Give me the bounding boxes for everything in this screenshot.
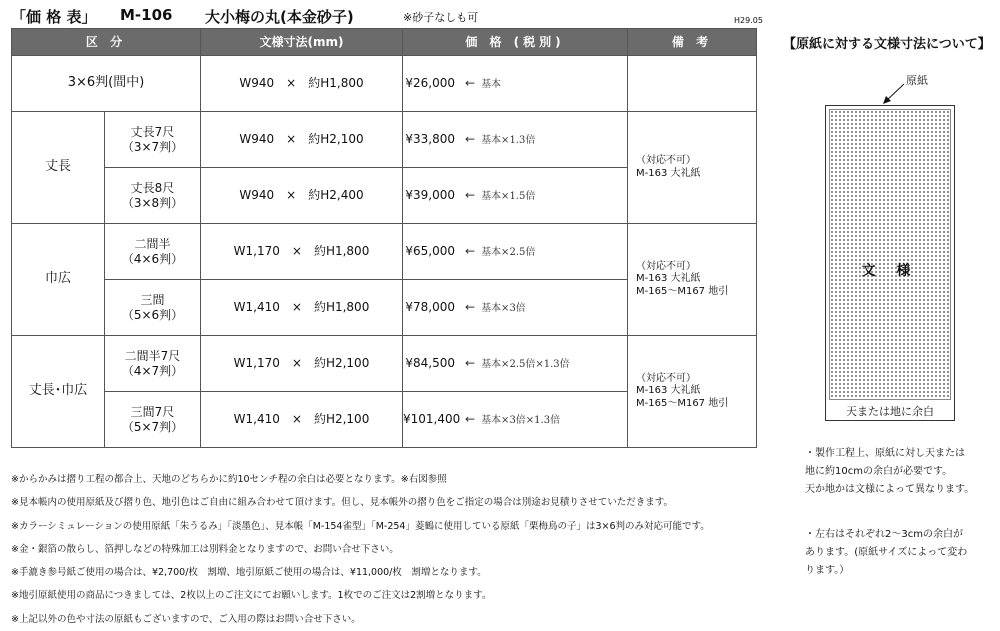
size-cell: W1,410 × 約H1,800 <box>201 280 403 336</box>
multiplier: 基本×1.3倍 <box>481 134 536 146</box>
price-value: ¥33,800 <box>405 131 455 146</box>
note-line: 天か地かは文様によって異なります。 <box>805 484 975 495</box>
product-name: 大小梅の丸(本金砂子) <box>205 8 354 26</box>
table-row <box>12 336 757 392</box>
subcategory-cell: 三間 （5×6判） <box>105 280 201 336</box>
diagram-note-2 <box>805 526 967 580</box>
remark-cell: （対応不可） M-163 大礼紙 <box>628 112 757 224</box>
table-header-row <box>12 29 757 56</box>
arrow-left-icon: ← <box>465 187 476 202</box>
footnote: ※地引原紙使用の商品につきましては、2枚以上のご注文にてお願いします。1枚でのご注文は2割増となります。 <box>11 590 492 602</box>
col-header-category: 区 分 <box>12 29 201 56</box>
subcategory-cell: 丈長7尺 （3×7判） <box>105 112 201 168</box>
remark-cell <box>628 56 757 112</box>
footnote: ※からかみは摺り工程の都合上、天地のどちらかに約10センチ程の余白は必要となります。※右図参照 <box>11 474 447 485</box>
diagram-title: 【原紙に対する文様寸法について】 <box>783 37 991 52</box>
footnote: ※カラーシミュレーションの使用原紙「朱うるみ」「淡墨色」、見本帳「M-154雀型」「M-254」菱鶴に使用している原紙「栗梅鳥の子」は3×6判のみ対応可能です。 <box>11 520 710 532</box>
subcategory-cell: 二間半 （4×6判） <box>105 224 201 280</box>
col-header-size: 文様寸法(mm) <box>201 29 403 56</box>
price-cell <box>403 112 628 168</box>
price-cell <box>403 336 628 392</box>
size-cell: W940 × 約H2,400 <box>201 168 403 224</box>
subcategory-cell: 丈長8尺 （3×8判） <box>105 168 201 224</box>
price-value: ¥65,000 <box>405 243 455 258</box>
remark-cell: （対応不可） M-163 大礼紙 M-165～M167 地引 <box>628 336 757 448</box>
arrow-left-icon: ← <box>465 243 476 258</box>
product-code: M-106 <box>120 6 173 24</box>
footnote: ※手漉き参号紙ご使用の場合は、¥2,700/枚 割増、地引原紙ご使用の場合は、¥11,000/枚 割増となります。 <box>11 567 487 579</box>
multiplier: 基本×3倍 <box>481 302 526 314</box>
remark-cell: （対応不可） M-163 大礼紙 M-165～M167 地引 <box>628 224 757 336</box>
price-cell <box>403 56 628 112</box>
size-cell: W1,410 × 約H2,100 <box>201 392 403 448</box>
price-value: ¥26,000 <box>405 75 455 90</box>
sand-note: ※砂子なしも可 <box>403 11 479 24</box>
price-cell <box>403 168 628 224</box>
note-line: ります。） <box>805 565 850 576</box>
price-value: ¥101,400 <box>403 411 461 426</box>
pointer-arrow-icon <box>880 80 910 106</box>
margin-label: 天または地に余白 <box>846 405 934 418</box>
footnote: ※上記以外の色や寸法の原紙もございますので、ご入用の際はお問い合せ下さい。 <box>11 613 361 625</box>
diagram-note-1 <box>805 445 974 499</box>
size-cell: W1,170 × 約H1,800 <box>201 224 403 280</box>
arrow-left-icon: ← <box>465 411 476 426</box>
col-header-remark: 備 考 <box>628 29 757 56</box>
price-table <box>11 28 757 448</box>
multiplier: 基本×3倍×1.3倍 <box>481 414 561 426</box>
arrow-left-icon: ← <box>465 75 476 90</box>
size-cell: W940 × 約H1,800 <box>201 56 403 112</box>
multiplier: 基本×2.5倍×1.3倍 <box>481 358 570 370</box>
arrow-left-icon: ← <box>465 299 476 314</box>
multiplier: 基本×1.5倍 <box>481 190 536 202</box>
arrow-left-icon: ← <box>465 355 476 370</box>
category-cell: 丈長･巾広 <box>12 336 105 448</box>
price-list-title: 「価 格 表」 <box>11 8 97 26</box>
price-value: ¥84,500 <box>405 355 455 370</box>
revision-date: H29.05 <box>734 16 763 25</box>
price-value: ¥78,000 <box>405 299 455 314</box>
subcategory-cell: 二間半7尺 （4×7判） <box>105 336 201 392</box>
footnote: ※金・銀箔の散らし、箔押しなどの特殊加工は別料金となりますので、お問い合せ下さい。 <box>11 543 399 555</box>
note-line: 地に約10cmの余白が必要です。 <box>805 466 953 477</box>
pattern-label: 文 様 <box>861 263 919 279</box>
note-line: ・左右はそれぞれ2～3cmの余白が <box>805 529 963 540</box>
price-value: ¥39,000 <box>405 187 455 202</box>
size-cell: W1,170 × 約H2,100 <box>201 336 403 392</box>
size-cell: W940 × 約H2,100 <box>201 112 403 168</box>
arrow-left-icon: ← <box>465 131 476 146</box>
col-header-price: 価 格 (税別) <box>403 29 628 56</box>
pattern-area <box>829 109 951 400</box>
category-cell: 丈長 <box>12 112 105 224</box>
table-row <box>12 112 757 168</box>
category-cell: 巾広 <box>12 224 105 336</box>
paper-diagram <box>825 105 955 421</box>
multiplier: 基本 <box>481 78 502 90</box>
multiplier: 基本×2.5倍 <box>481 246 536 258</box>
note-line: あります。(原紙サイズによって変わ <box>805 547 968 558</box>
table-row <box>12 224 757 280</box>
price-cell <box>403 280 628 336</box>
price-cell <box>403 392 628 448</box>
table-row <box>12 56 757 112</box>
footnotes <box>11 468 710 631</box>
paper-label: 原紙 <box>906 74 928 87</box>
price-cell <box>403 224 628 280</box>
category-cell: 3×6判(間中) <box>12 56 201 112</box>
footnote: ※見本帳内の使用原紙及び摺り色、地引色はご自由に組み合わせて頂けます。但し、見本帳外の摺り色をご指定の場合は別途お見積りさせていただきます。 <box>11 497 673 509</box>
note-line: ・製作工程上、原紙に対し天または <box>805 448 965 459</box>
subcategory-cell: 三間7尺 （5×7判） <box>105 392 201 448</box>
